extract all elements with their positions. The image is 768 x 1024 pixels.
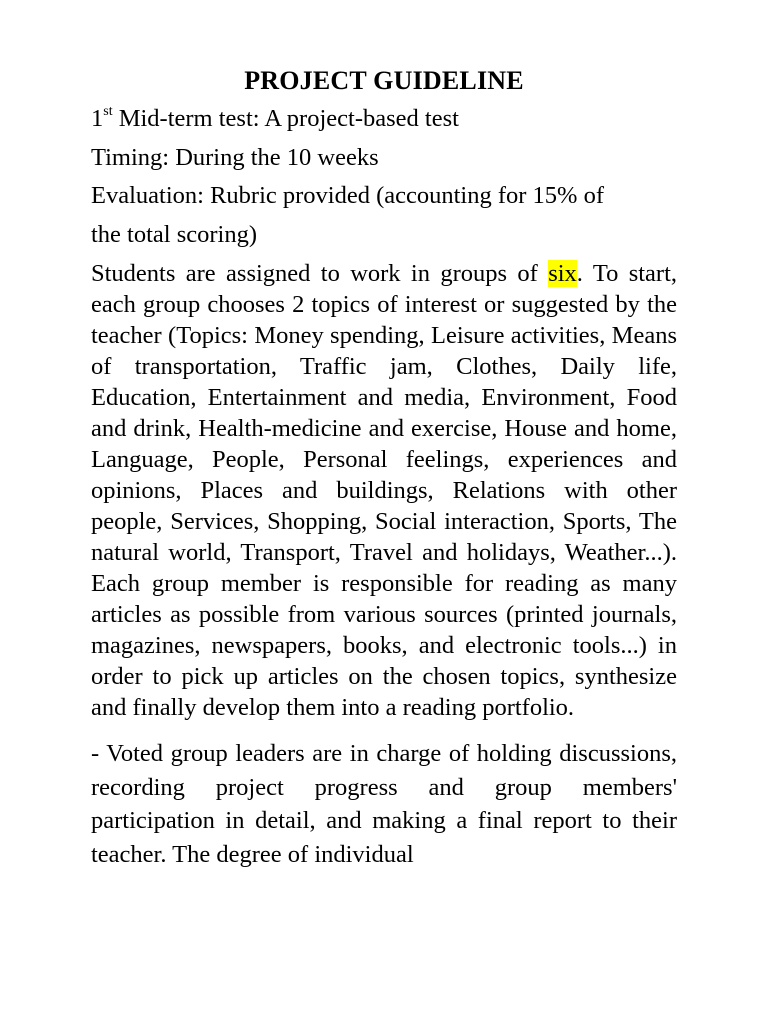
timing-line: Timing: During the 10 weeks (91, 143, 379, 171)
midterm-number: 1 (91, 105, 104, 132)
leaders-paragraph: - Voted group leaders are in charge of holding discussions, recording project progress and group members' participation in detail, and making a final report to their teacher. The degree of individual (91, 740, 677, 868)
assignment-paragraph (91, 258, 677, 723)
evaluation-line-2: the total scoring) (91, 220, 258, 248)
evaluation-line-1: Evaluation: Rubric provided (accounting for 15% of (91, 182, 604, 209)
document-title: PROJECT GUIDELINE (244, 66, 524, 95)
midterm-suffix: st (103, 103, 113, 119)
midterm-text: Mid-term test: A project-based test (112, 105, 459, 132)
para1-after: . To start, each group chooses 2 topics of interest or suggested by the teacher (Topics: Money spending, Leisure activities, Means of transportation, Traffic jam, Clothes, Daily life, Education, Entertainment and media, Environment, Food and drink, Health-medicine and exercise, House and home, Language, People, Personal feelings, experiences and opinions, Places and buildings, Relations with other people, Services, Shopping, Social interaction, Sports, The natural world, Transport, Travel and holidays, Weather...). Each group member is responsible for reading as many articles as possible from various sources (printed journals, magazines, newspapers, books, and electronic tools...) in order to pick up articles on the chosen topics, synthesize and finally develop them into a reading portfolio. (91, 260, 678, 721)
midterm-line (91, 100, 677, 139)
highlighted-word: six (548, 260, 577, 287)
document-page (91, 62, 677, 871)
para1-before: Students are assigned to work in groups of (91, 260, 549, 287)
